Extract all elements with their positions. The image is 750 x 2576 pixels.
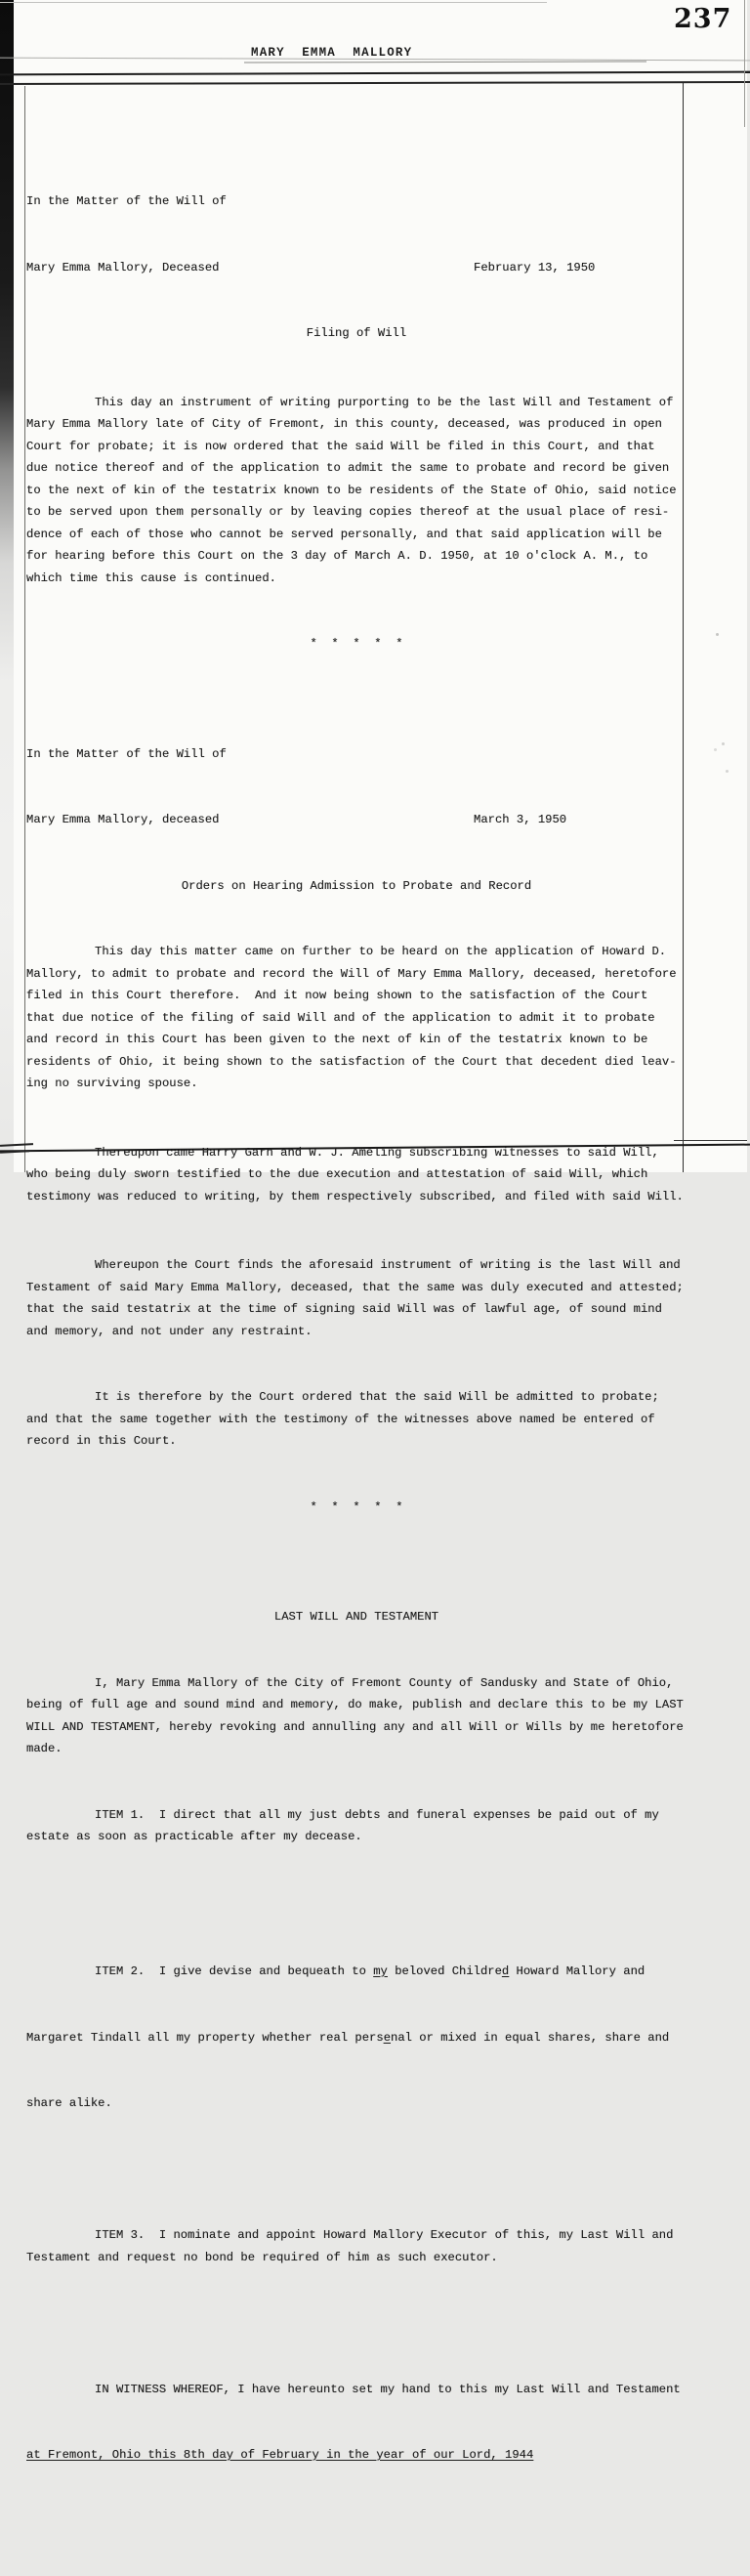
entry-date: February 13, 1950 <box>474 260 596 274</box>
text-line: who being duly sworn testified to the due execution and attestation of said Will, which <box>26 1167 648 1181</box>
underlined-closing-line: at Fremont, Ohio this 8th day of February in the year of our Lord, 1944 <box>26 2448 534 2462</box>
text-line: Thereupon came Harry Garn and W. J. Ameling subscribing witnesses to said Will, <box>95 1145 659 1160</box>
text-line: ITEM 3. I nominate and appoint Howard Mallory Executor of this, my Last Will and <box>95 2228 674 2242</box>
text-line: and memory, and not under any restraint. <box>26 1324 312 1338</box>
text-line: Whereupon the Court finds the aforesaid instrument of writing is the last Will and <box>95 1258 681 1272</box>
text-line: share alike. <box>26 2096 112 2110</box>
text-line: It is therefore by the Court ordered that the said Will be admitted to probate; <box>95 1390 659 1404</box>
paragraph-therefore <box>26 1386 687 1453</box>
paragraph-filing <box>26 392 687 590</box>
text-segment: Margaret Tindall all my property whether real pers <box>26 2030 384 2045</box>
paragraph-item2 <box>26 1917 687 2159</box>
text-line: Mallory, to admit to probate and record the Will of Mary Emma Mallory, deceased, heretofore <box>26 966 677 981</box>
text-line: This day this matter came on further to be heard on the application of Howard D. <box>95 945 667 958</box>
text-line: testimony was reduced to writing, by them respectively subscribed, and filed with said Will. <box>26 1189 684 1204</box>
text-line <box>26 1961 687 1983</box>
text-line: for hearing before this Court on the 3 day of March A. D. 1950, at 10 o'clock A. M., to <box>26 549 648 563</box>
text-line: to be served upon them personally or by leaving copies thereof at the usual place of resi- <box>26 505 670 519</box>
asterisk-separator: * * * * * <box>310 1499 403 1514</box>
section-heading-orders: Orders on Hearing Admission to Probate and Record <box>181 878 532 893</box>
text-line: WILL AND TESTAMENT, hereby revoking and annulling any and all Will or Wills by me heretofore <box>26 1719 684 1734</box>
text-line <box>26 2444 687 2467</box>
scan-speckles <box>716 633 719 636</box>
text-line: being of full age and sound mind and memory, do make, publish and declare this to be my LAST <box>26 1698 684 1711</box>
scan-top-edge <box>0 2 547 3</box>
case-caption-line <box>26 257 687 279</box>
text-line: Testament and request no bond be required of him as such executor. <box>26 2250 498 2264</box>
paragraph-item3 <box>26 2224 687 2268</box>
case-caption-line <box>26 809 687 831</box>
text-line: filed in this Court therefore. And it now being shown to the satisfaction of the Court <box>26 989 648 1002</box>
page-header-title: MARY EMMA MALLORY <box>251 46 413 60</box>
section-heading-will: LAST WILL AND TESTAMENT <box>273 1610 439 1624</box>
text-line: record in this Court. <box>26 1434 177 1448</box>
text-segment: beloved Childre <box>387 1964 502 1978</box>
section-heading-filing: Filing of Will <box>306 326 407 340</box>
document-body <box>26 103 687 2576</box>
text-line: that due notice of the filing of said Will and of the application to admit it to probate <box>26 1010 655 1025</box>
paragraph-will-intro <box>26 1672 687 1760</box>
case-caption-line <box>26 190 687 213</box>
text-segment: Howard Mallory and <box>509 1964 646 1978</box>
underlined-correction: my <box>373 1964 388 1978</box>
underlined-correction: e <box>383 2030 392 2045</box>
ruled-line-top-1 <box>0 71 750 76</box>
text-line: and record in this Court has been given to the next of kin of the testatrix known to be <box>26 1033 648 1046</box>
scan-binding-shadow <box>0 0 14 1172</box>
text-line: I, Mary Emma Mallory of the City of Fremont County of Sandusky and State of Ohio, <box>95 1675 674 1690</box>
text-line: to the next of kin of the testatrix known to be residents of the State of Ohio, said notice <box>26 483 677 497</box>
text-line: that the said testatrix at the time of signing said Will was of lawful age, of sound mind <box>26 1302 662 1316</box>
text-line: IN WITNESS WHEREOF, I have hereunto set my hand to this my Last Will and Testament <box>95 2382 681 2396</box>
paragraph-whereupon <box>26 1254 687 1342</box>
caption-text: In the Matter of the Will of <box>26 194 227 208</box>
text-segment: ITEM 2. I give devise and bequeath to <box>95 1964 374 1978</box>
margin-line-left <box>24 86 25 1172</box>
page-number: 237 <box>674 4 732 34</box>
text-segment: nal or mixed in equal shares, share and <box>391 2030 670 2045</box>
text-line <box>26 2027 687 2049</box>
text-line: Court for probate; it is now ordered that the said Will be filed in this Court, and that <box>26 439 655 453</box>
text-line: residents of Ohio, it being shown to the satisfaction of the Court that decedent died leav- <box>26 1054 677 1069</box>
paragraph-witness <box>26 2335 687 2511</box>
header-underline <box>244 61 646 63</box>
text-line: dence of each of those who cannot be served personally, and that said application will be <box>26 527 662 541</box>
text-line: made. <box>26 1742 62 1755</box>
caption-text: Mary Emma Mallory, deceased <box>26 813 220 826</box>
caption-text: Mary Emma Mallory, Deceased <box>26 260 220 274</box>
paragraph-item1 <box>26 1804 687 1848</box>
text-line: estate as soon as practicable after my decease. <box>26 1830 362 1843</box>
entry-date: March 3, 1950 <box>474 813 567 826</box>
text-line: This day an instrument of writing purporting to be the last Will and Testament of <box>95 395 674 409</box>
text-line: and that the same together with the testimony of the witnesses above named be entered of <box>26 1412 655 1426</box>
asterisk-separator: * * * * * <box>310 637 403 651</box>
text-line: Testament of said Mary Emma Mallory, deceased, that the same was duly executed and attested; <box>26 1280 684 1294</box>
caption-text: In the Matter of the Will of <box>26 746 227 761</box>
underlined-correction: d <box>501 1964 510 1978</box>
page-edge-right <box>744 0 745 127</box>
text-line: Mary Emma Mallory late of City of Fremont, in this county, deceased, was produced in open <box>26 417 662 431</box>
ruled-line-top-2 <box>0 81 750 85</box>
text-line: which time this cause is continued. <box>26 570 276 585</box>
paragraph-thereupon <box>26 1142 687 1208</box>
text-line: due notice thereof and of the application to admit the same to probate and record be given <box>26 461 670 475</box>
paragraph-orders <box>26 941 687 1095</box>
case-caption-line <box>26 743 687 766</box>
text-line: ing no surviving spouse. <box>26 1077 198 1090</box>
text-line: ITEM 1. I direct that all my just debts and funeral expenses be paid out of my <box>95 1807 659 1822</box>
